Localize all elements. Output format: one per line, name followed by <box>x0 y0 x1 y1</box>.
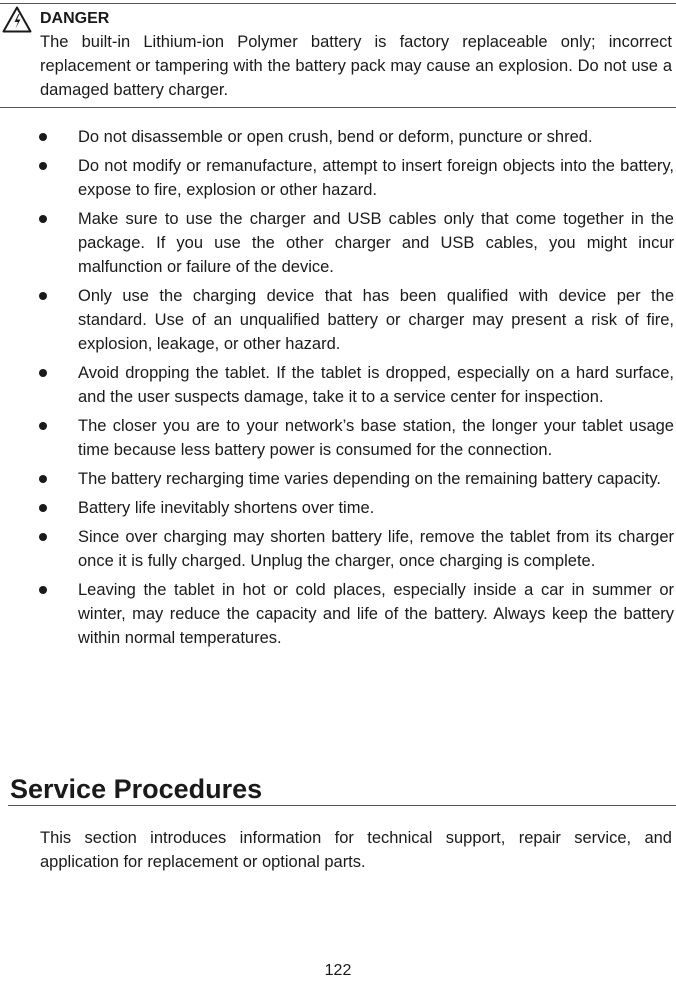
bullet-icon <box>39 369 47 377</box>
bullet-icon <box>39 504 47 512</box>
list-item <box>0 284 676 356</box>
list-item-text: Battery life inevitably shortens over time. <box>78 499 375 517</box>
list-item-text: The battery recharging time varies depending on the remaining battery capacity. <box>78 470 662 488</box>
list-item-text: Do not disassemble or open crush, bend or deform, puncture or shred. <box>78 128 593 146</box>
bullet-icon <box>39 586 47 594</box>
list-item <box>0 525 676 573</box>
bullet-icon <box>39 133 47 141</box>
danger-notice <box>0 3 676 108</box>
list-item <box>0 496 676 520</box>
list-item-text: The closer you are to your network’s base station, the longer your tablet usage time because less battery power is consumed for the connection. <box>78 417 674 459</box>
danger-title: DANGER <box>40 10 110 27</box>
list-item <box>0 361 676 409</box>
bullet-icon <box>39 533 47 541</box>
list-item-text: Make sure to use the charger and USB cables only that come together in the package. If you use the other charger and USB cables, you might incur malfunction or failure of the device. <box>78 210 674 276</box>
section-divider <box>8 805 676 806</box>
section-heading: Service Procedures <box>10 774 263 804</box>
safety-bullet-list <box>0 125 676 655</box>
bullet-icon <box>39 215 47 223</box>
list-item <box>0 125 676 149</box>
list-item-text: Since over charging may shorten battery life, remove the tablet from its charger once it is fully charged. Unplug the charger, once charging is complete. <box>78 528 674 570</box>
list-item-text: Only use the charging device that has been qualified with device per the standard. Use of an unqualified battery or charger may present a risk of fire, explosion, leakage, or other hazard. <box>78 287 674 353</box>
bullet-icon <box>39 422 47 430</box>
list-item-text: Leaving the tablet in hot or cold places, especially inside a car in summer or winter, may reduce the capacity and life of the battery. Always keep the battery within normal temperatures. <box>78 581 674 647</box>
page-number: 122 <box>324 962 352 979</box>
danger-text: The built-in Lithium-ion Polymer battery is factory replaceable only; incorrect replacement or tampering with the battery pack may cause an explosion. Do not use a damaged battery charger. <box>40 33 672 99</box>
bullet-icon <box>39 292 47 300</box>
list-item <box>0 414 676 462</box>
list-item <box>0 467 676 491</box>
list-item-text: Avoid dropping the tablet. If the tablet is dropped, especially on a hard surface, and the user suspects damage, take it to a service center for inspection. <box>78 364 674 406</box>
bullet-icon <box>39 475 47 483</box>
warning-triangle-icon <box>2 6 32 33</box>
bullet-icon <box>39 162 47 170</box>
section-intro-text: This section introduces information for technical support, repair service, and application for replacement or optional parts. <box>40 829 672 871</box>
list-item <box>0 154 676 202</box>
list-item <box>0 578 676 650</box>
list-item-text: Do not modify or remanufacture, attempt to insert foreign objects into the battery, expose to fire, explosion or other hazard. <box>78 157 674 199</box>
list-item <box>0 207 676 279</box>
